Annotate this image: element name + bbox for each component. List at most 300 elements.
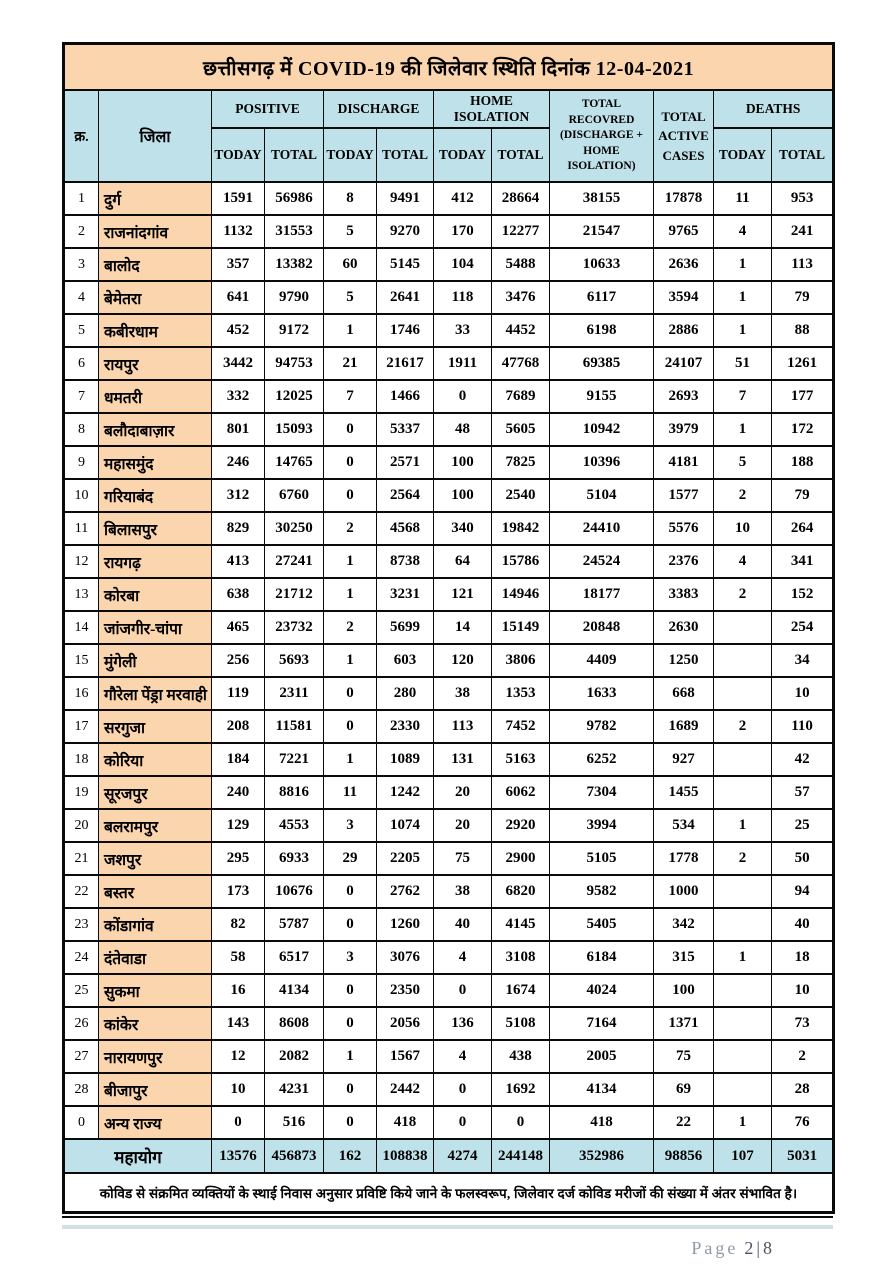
- value-cell: 1250: [654, 644, 714, 677]
- value-cell: 5787: [265, 908, 324, 941]
- value-cell: 7304: [550, 776, 654, 809]
- value-cell: 88: [772, 314, 834, 347]
- value-cell: [714, 974, 772, 1007]
- value-cell: 113: [434, 710, 492, 743]
- value-cell: [714, 644, 772, 677]
- value-cell: 100: [434, 446, 492, 479]
- value-cell: 1: [714, 281, 772, 314]
- total-deaths-today: 107: [714, 1139, 772, 1173]
- value-cell: [714, 677, 772, 710]
- value-cell: 1692: [492, 1073, 550, 1106]
- total-recovered: 352986: [550, 1139, 654, 1173]
- value-cell: 2630: [654, 611, 714, 644]
- value-cell: 241: [772, 215, 834, 248]
- value-cell: 17878: [654, 182, 714, 215]
- district-name-cell: दुर्ग: [99, 182, 212, 215]
- value-cell: 1260: [377, 908, 434, 941]
- value-cell: 4409: [550, 644, 654, 677]
- value-cell: 9765: [654, 215, 714, 248]
- value-cell: 357: [212, 248, 265, 281]
- district-row: [64, 281, 834, 314]
- covid-status-table: [62, 42, 835, 1214]
- value-cell: 4452: [492, 314, 550, 347]
- value-cell: 4024: [550, 974, 654, 1007]
- value-cell: 3994: [550, 809, 654, 842]
- district-name-cell: गरियाबंद: [99, 479, 212, 512]
- district-name-cell: बलरामपुर: [99, 809, 212, 842]
- value-cell: 12: [212, 1040, 265, 1073]
- serial-cell: 19: [64, 776, 99, 809]
- value-cell: 9172: [265, 314, 324, 347]
- total-positive-total: 456873: [265, 1139, 324, 1173]
- value-cell: 4231: [265, 1073, 324, 1106]
- value-cell: 31553: [265, 215, 324, 248]
- district-row: [64, 776, 834, 809]
- value-cell: 10: [714, 512, 772, 545]
- value-cell: 0: [324, 875, 377, 908]
- value-cell: 4145: [492, 908, 550, 941]
- value-cell: 829: [212, 512, 265, 545]
- value-cell: 23732: [265, 611, 324, 644]
- serial-cell: 17: [64, 710, 99, 743]
- value-cell: 2: [772, 1040, 834, 1073]
- value-cell: 4: [714, 545, 772, 578]
- district-name-cell: कांकेर: [99, 1007, 212, 1040]
- value-cell: 1: [324, 314, 377, 347]
- value-cell: 2330: [377, 710, 434, 743]
- header-total-recovered: TOTAL RECOVRED (DISCHARGE + HOME ISOLATION): [550, 90, 654, 182]
- value-cell: 2571: [377, 446, 434, 479]
- value-cell: 13382: [265, 248, 324, 281]
- value-cell: 8738: [377, 545, 434, 578]
- district-row: [64, 578, 834, 611]
- header-discharge-today: TODAY: [324, 128, 377, 182]
- value-cell: 0: [434, 1106, 492, 1139]
- district-row: [64, 512, 834, 545]
- value-cell: 1: [324, 545, 377, 578]
- value-cell: 21547: [550, 215, 654, 248]
- table-bottom-rule: [62, 1216, 833, 1218]
- serial-cell: 0: [64, 1106, 99, 1139]
- value-cell: 1: [324, 578, 377, 611]
- value-cell: 21617: [377, 347, 434, 380]
- district-name-cell: बेमेतरा: [99, 281, 212, 314]
- value-cell: 4568: [377, 512, 434, 545]
- page-number: [691, 1238, 775, 1259]
- value-cell: 2762: [377, 875, 434, 908]
- value-cell: 7: [714, 380, 772, 413]
- value-cell: 2900: [492, 842, 550, 875]
- value-cell: [714, 1073, 772, 1106]
- total-home-isolation-today: 4274: [434, 1139, 492, 1173]
- value-cell: [714, 908, 772, 941]
- value-cell: 1: [324, 1040, 377, 1073]
- value-cell: 11581: [265, 710, 324, 743]
- district-row: [64, 347, 834, 380]
- value-cell: 280: [377, 677, 434, 710]
- value-cell: 48: [434, 413, 492, 446]
- value-cell: 5337: [377, 413, 434, 446]
- value-cell: 9155: [550, 380, 654, 413]
- district-name-cell: राजनांदगांव: [99, 215, 212, 248]
- serial-cell: 1: [64, 182, 99, 215]
- district-name-cell: जशपुर: [99, 842, 212, 875]
- value-cell: 12277: [492, 215, 550, 248]
- district-name-cell: कोरिया: [99, 743, 212, 776]
- value-cell: 4553: [265, 809, 324, 842]
- grand-total-row: [64, 1139, 834, 1173]
- value-cell: 246: [212, 446, 265, 479]
- value-cell: 5576: [654, 512, 714, 545]
- value-cell: 1: [324, 644, 377, 677]
- district-row: [64, 479, 834, 512]
- value-cell: 33: [434, 314, 492, 347]
- total-home-isolation-total: 244148: [492, 1139, 550, 1173]
- value-cell: 2886: [654, 314, 714, 347]
- serial-cell: 21: [64, 842, 99, 875]
- value-cell: 7: [324, 380, 377, 413]
- district-row: [64, 215, 834, 248]
- district-row: [64, 644, 834, 677]
- value-cell: 100: [434, 479, 492, 512]
- value-cell: 1567: [377, 1040, 434, 1073]
- value-cell: 7689: [492, 380, 550, 413]
- value-cell: 15149: [492, 611, 550, 644]
- district-name-cell: रायगढ़: [99, 545, 212, 578]
- value-cell: 342: [654, 908, 714, 941]
- value-cell: 5405: [550, 908, 654, 941]
- value-cell: 20: [434, 809, 492, 842]
- value-cell: 264: [772, 512, 834, 545]
- value-cell: 82: [212, 908, 265, 941]
- value-cell: 2376: [654, 545, 714, 578]
- value-cell: 8: [324, 182, 377, 215]
- value-cell: 10: [212, 1073, 265, 1106]
- serial-cell: 12: [64, 545, 99, 578]
- value-cell: 51: [714, 347, 772, 380]
- district-row: [64, 248, 834, 281]
- district-name-cell: महासमुंद: [99, 446, 212, 479]
- value-cell: 34: [772, 644, 834, 677]
- value-cell: 6198: [550, 314, 654, 347]
- value-cell: 79: [772, 479, 834, 512]
- value-cell: 0: [324, 974, 377, 1007]
- value-cell: 1674: [492, 974, 550, 1007]
- value-cell: 638: [212, 578, 265, 611]
- value-cell: 136: [434, 1007, 492, 1040]
- district-row: [64, 842, 834, 875]
- value-cell: 413: [212, 545, 265, 578]
- value-cell: 14765: [265, 446, 324, 479]
- value-cell: 0: [434, 380, 492, 413]
- value-cell: 256: [212, 644, 265, 677]
- value-cell: 4: [434, 941, 492, 974]
- value-cell: 131: [434, 743, 492, 776]
- district-name-cell: गौरेला पेंड्रा मरवाही: [99, 677, 212, 710]
- value-cell: 5: [324, 215, 377, 248]
- total-discharge-today: 162: [324, 1139, 377, 1173]
- serial-cell: 24: [64, 941, 99, 974]
- district-row: [64, 743, 834, 776]
- value-cell: 1: [714, 413, 772, 446]
- value-cell: 18: [772, 941, 834, 974]
- grand-total-label: महायोग: [64, 1139, 212, 1173]
- serial-cell: 10: [64, 479, 99, 512]
- value-cell: 4: [434, 1040, 492, 1073]
- value-cell: [714, 611, 772, 644]
- district-row: [64, 380, 834, 413]
- serial-cell: 8: [64, 413, 99, 446]
- value-cell: 534: [654, 809, 714, 842]
- value-cell: 10: [772, 677, 834, 710]
- header-home-isolation-total: TOTAL: [492, 128, 550, 182]
- value-cell: 0: [324, 413, 377, 446]
- value-cell: 2540: [492, 479, 550, 512]
- value-cell: 0: [492, 1106, 550, 1139]
- value-cell: 15093: [265, 413, 324, 446]
- value-cell: 38: [434, 677, 492, 710]
- serial-cell: 15: [64, 644, 99, 677]
- district-row: [64, 908, 834, 941]
- value-cell: 28: [772, 1073, 834, 1106]
- value-cell: 110: [772, 710, 834, 743]
- header-group-row: [64, 90, 834, 128]
- value-cell: 2: [324, 611, 377, 644]
- value-cell: 47768: [492, 347, 550, 380]
- value-cell: 7164: [550, 1007, 654, 1040]
- header-district: जिला: [99, 90, 212, 182]
- value-cell: 2: [714, 842, 772, 875]
- value-cell: 6517: [265, 941, 324, 974]
- value-cell: 7825: [492, 446, 550, 479]
- value-cell: 254: [772, 611, 834, 644]
- value-cell: 801: [212, 413, 265, 446]
- value-cell: 8608: [265, 1007, 324, 1040]
- serial-cell: 27: [64, 1040, 99, 1073]
- value-cell: 1633: [550, 677, 654, 710]
- value-cell: 341: [772, 545, 834, 578]
- value-cell: 75: [654, 1040, 714, 1073]
- header-serial: क्र.: [64, 90, 99, 182]
- value-cell: 2636: [654, 248, 714, 281]
- title-row: [64, 44, 834, 91]
- page-number-value: 2|8: [744, 1238, 775, 1258]
- district-row: [64, 974, 834, 1007]
- value-cell: 2082: [265, 1040, 324, 1073]
- value-cell: 7452: [492, 710, 550, 743]
- value-cell: 0: [324, 446, 377, 479]
- value-cell: 0: [324, 1007, 377, 1040]
- serial-cell: 25: [64, 974, 99, 1007]
- district-row: [64, 446, 834, 479]
- district-name-cell: दंतेवाडा: [99, 941, 212, 974]
- district-name-cell: बस्तर: [99, 875, 212, 908]
- value-cell: 24107: [654, 347, 714, 380]
- value-cell: 2350: [377, 974, 434, 1007]
- value-cell: 10942: [550, 413, 654, 446]
- value-cell: [714, 743, 772, 776]
- total-discharge-total: 108838: [377, 1139, 434, 1173]
- serial-cell: 18: [64, 743, 99, 776]
- district-row: [64, 611, 834, 644]
- district-row: [64, 1073, 834, 1106]
- value-cell: 1000: [654, 875, 714, 908]
- value-cell: 173: [212, 875, 265, 908]
- district-row: [64, 413, 834, 446]
- value-cell: 3076: [377, 941, 434, 974]
- value-cell: 1: [714, 314, 772, 347]
- serial-cell: 7: [64, 380, 99, 413]
- value-cell: 20848: [550, 611, 654, 644]
- serial-cell: 2: [64, 215, 99, 248]
- district-row: [64, 677, 834, 710]
- value-cell: 5108: [492, 1007, 550, 1040]
- value-cell: 641: [212, 281, 265, 314]
- value-cell: 1132: [212, 215, 265, 248]
- value-cell: 152: [772, 578, 834, 611]
- district-name-cell: बीजापुर: [99, 1073, 212, 1106]
- value-cell: 0: [324, 908, 377, 941]
- district-name-cell: सुकमा: [99, 974, 212, 1007]
- value-cell: 1242: [377, 776, 434, 809]
- serial-cell: 11: [64, 512, 99, 545]
- district-row: [64, 545, 834, 578]
- value-cell: 24524: [550, 545, 654, 578]
- value-cell: 6062: [492, 776, 550, 809]
- value-cell: 120: [434, 644, 492, 677]
- value-cell: 57: [772, 776, 834, 809]
- value-cell: 1: [714, 941, 772, 974]
- header-deaths-total: TOTAL: [772, 128, 834, 182]
- table-body: [64, 182, 834, 1139]
- value-cell: 1371: [654, 1007, 714, 1040]
- value-cell: 29: [324, 842, 377, 875]
- value-cell: 9790: [265, 281, 324, 314]
- header-total-active-cases: TOTAL ACTIVE CASES: [654, 90, 714, 182]
- value-cell: 25: [772, 809, 834, 842]
- district-name-cell: कबीरधाम: [99, 314, 212, 347]
- value-cell: 438: [492, 1040, 550, 1073]
- value-cell: 42: [772, 743, 834, 776]
- page-number-word: Page: [691, 1238, 739, 1258]
- value-cell: 3108: [492, 941, 550, 974]
- value-cell: 9491: [377, 182, 434, 215]
- value-cell: 104: [434, 248, 492, 281]
- value-cell: 22: [654, 1106, 714, 1139]
- value-cell: 9582: [550, 875, 654, 908]
- district-name-cell: रायपुर: [99, 347, 212, 380]
- header-home-isolation-today: TODAY: [434, 128, 492, 182]
- value-cell: 14946: [492, 578, 550, 611]
- total-deaths-total: 5031: [772, 1139, 834, 1173]
- district-row: [64, 1040, 834, 1073]
- serial-cell: 28: [64, 1073, 99, 1106]
- value-cell: 3231: [377, 578, 434, 611]
- value-cell: 2: [714, 578, 772, 611]
- value-cell: 69385: [550, 347, 654, 380]
- value-cell: [714, 1040, 772, 1073]
- value-cell: 2920: [492, 809, 550, 842]
- value-cell: 1778: [654, 842, 714, 875]
- value-cell: 4: [714, 215, 772, 248]
- value-cell: 5105: [550, 842, 654, 875]
- value-cell: 30250: [265, 512, 324, 545]
- value-cell: 2564: [377, 479, 434, 512]
- serial-cell: 26: [64, 1007, 99, 1040]
- value-cell: 5693: [265, 644, 324, 677]
- serial-cell: 22: [64, 875, 99, 908]
- value-cell: 208: [212, 710, 265, 743]
- value-cell: 16: [212, 974, 265, 1007]
- serial-cell: 5: [64, 314, 99, 347]
- value-cell: 4134: [265, 974, 324, 1007]
- serial-cell: 23: [64, 908, 99, 941]
- value-cell: 11: [324, 776, 377, 809]
- value-cell: 1089: [377, 743, 434, 776]
- value-cell: 118: [434, 281, 492, 314]
- value-cell: 2205: [377, 842, 434, 875]
- value-cell: 6760: [265, 479, 324, 512]
- value-cell: 3594: [654, 281, 714, 314]
- value-cell: 38: [434, 875, 492, 908]
- value-cell: 3476: [492, 281, 550, 314]
- covid-table-container: [62, 42, 833, 1229]
- value-cell: 40: [772, 908, 834, 941]
- value-cell: 2: [324, 512, 377, 545]
- value-cell: 1: [324, 743, 377, 776]
- value-cell: 1: [714, 809, 772, 842]
- value-cell: 340: [434, 512, 492, 545]
- value-cell: 38155: [550, 182, 654, 215]
- value-cell: 332: [212, 380, 265, 413]
- value-cell: 94: [772, 875, 834, 908]
- district-row: [64, 941, 834, 974]
- header-positive-today: TODAY: [212, 128, 265, 182]
- value-cell: 79: [772, 281, 834, 314]
- value-cell: 143: [212, 1007, 265, 1040]
- value-cell: 3442: [212, 347, 265, 380]
- district-row: [64, 875, 834, 908]
- value-cell: 50: [772, 842, 834, 875]
- value-cell: 2641: [377, 281, 434, 314]
- value-cell: 240: [212, 776, 265, 809]
- value-cell: 412: [434, 182, 492, 215]
- value-cell: 4134: [550, 1073, 654, 1106]
- value-cell: 69: [654, 1073, 714, 1106]
- value-cell: 177: [772, 380, 834, 413]
- value-cell: 1466: [377, 380, 434, 413]
- value-cell: 5145: [377, 248, 434, 281]
- value-cell: 19842: [492, 512, 550, 545]
- value-cell: 953: [772, 182, 834, 215]
- header-deaths: DEATHS: [714, 90, 834, 128]
- value-cell: 1591: [212, 182, 265, 215]
- value-cell: 6820: [492, 875, 550, 908]
- value-cell: 3806: [492, 644, 550, 677]
- table-title: छत्तीसगढ़ में COVID-19 की जिलेवार स्थिति दिनांक 12-04-2021: [64, 44, 834, 91]
- value-cell: 3: [324, 809, 377, 842]
- value-cell: 295: [212, 842, 265, 875]
- value-cell: 75: [434, 842, 492, 875]
- value-cell: 5: [714, 446, 772, 479]
- value-cell: 1455: [654, 776, 714, 809]
- district-row: [64, 182, 834, 215]
- value-cell: 927: [654, 743, 714, 776]
- value-cell: 0: [434, 974, 492, 1007]
- value-cell: 6184: [550, 941, 654, 974]
- value-cell: 14: [434, 611, 492, 644]
- serial-cell: 14: [64, 611, 99, 644]
